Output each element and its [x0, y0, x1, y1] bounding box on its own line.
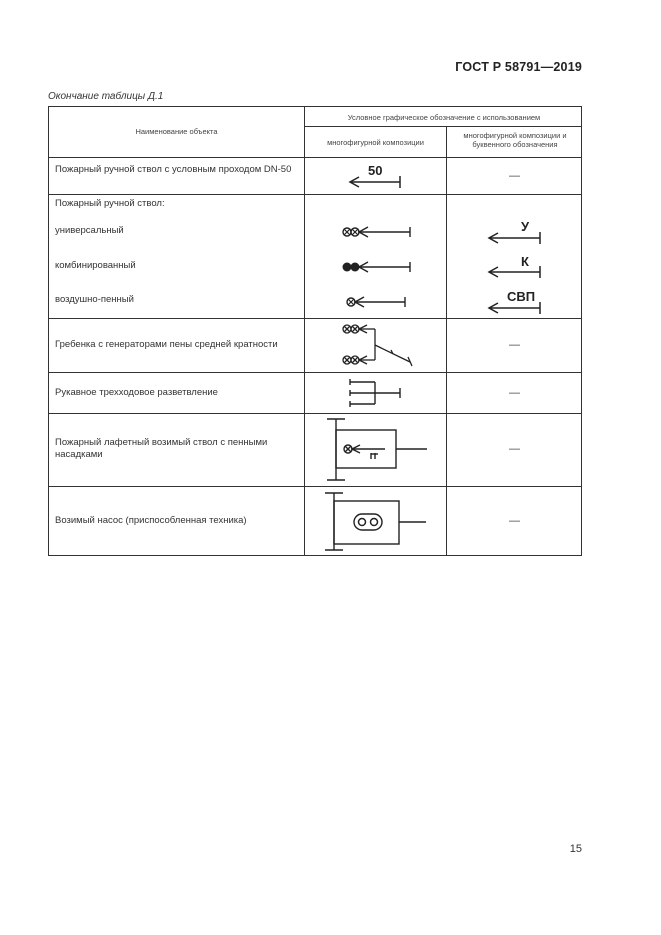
row-dn50-letter: — [509, 170, 520, 182]
hand-nozzle-symbols [305, 195, 446, 318]
header-divider [304, 126, 581, 127]
combined-letter-symbol [489, 254, 540, 278]
foam-manifold-symbol [305, 319, 446, 372]
row-air-foam-name: воздушно-пенный [55, 294, 134, 305]
header-multi-letter: многофигурной композиции и буквенного обозначения [463, 131, 567, 149]
mobile-pump-symbol [305, 487, 446, 557]
row-pump-name: Возимый насос (приспособленная техника) [55, 515, 247, 526]
row-manifold-letter: — [509, 339, 520, 351]
symbols-table [48, 106, 582, 556]
row-three-way-name: Рукавное трехходовое разветвление [55, 387, 218, 398]
hand-nozzle-letter-symbols [447, 195, 583, 318]
row-universal-name: универсальный [55, 225, 124, 236]
standard-header: ГОСТ Р 58791—2019 [455, 60, 582, 74]
mobile-monitor-symbol [305, 414, 446, 486]
universal-letter-symbol [489, 219, 540, 244]
row-monitor-name: Пожарный лафетный возимый ствол с пенными насадками [55, 437, 268, 460]
dn50-label: 50 [368, 163, 383, 178]
row-hand-nozzle-name: Пожарный ручной ствол: [55, 198, 165, 209]
page-number: 15 [569, 843, 582, 855]
row-dn50-name: Пожарный ручной ствол с условным проходом DN-50 [55, 164, 292, 175]
row-manifold-name: Гребенка с генераторами пены средней кратности [55, 339, 278, 350]
header-name: Наименование объекта [135, 127, 218, 136]
row-combined-name: комбинированный [55, 260, 136, 271]
row-three-way-letter: — [509, 387, 520, 399]
row-pump-letter: — [509, 515, 520, 527]
letter-k: К [521, 254, 529, 269]
row-monitor-letter: — [509, 443, 520, 455]
table-caption: Окончание таблицы Д.1 [48, 91, 164, 102]
air-foam-letter-symbol [489, 289, 540, 314]
column-divider [446, 126, 447, 555]
nozzle-dn50-symbol [305, 158, 446, 194]
combined-nozzle-symbol [343, 262, 411, 272]
header-multi: многофигурной композиции [327, 138, 424, 147]
letter-svp: СВП [507, 289, 536, 304]
universal-nozzle-symbol [343, 227, 410, 237]
letter-u: У [521, 219, 530, 234]
air-foam-nozzle-symbol [347, 297, 405, 307]
three-way-branch-symbol [305, 373, 446, 413]
header-symbol-group: Условное графическое обозначение с использованием [347, 113, 541, 122]
